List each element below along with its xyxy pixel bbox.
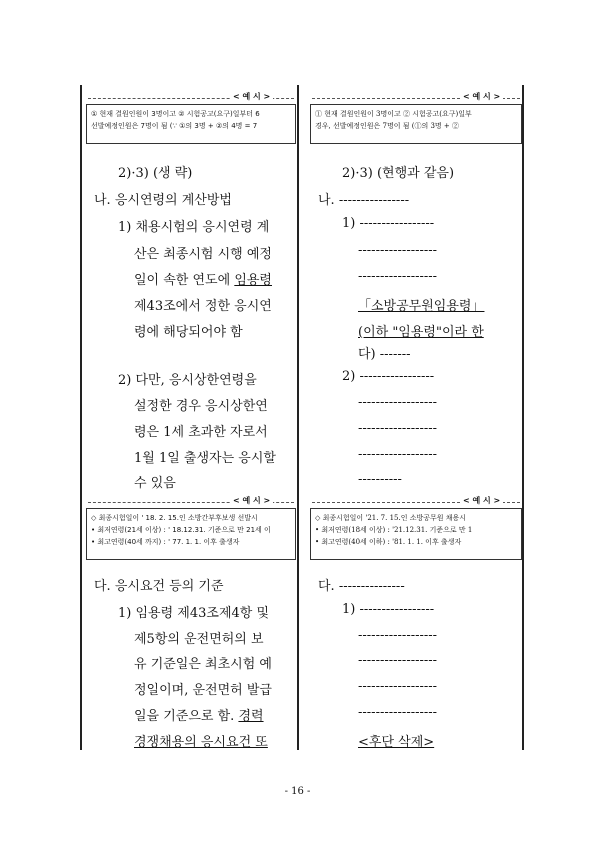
left-heading-da: 다. 응시요건 등의 기준 <box>94 579 224 594</box>
right-p1-line1: 1) ----------------- <box>342 216 435 231</box>
right-p3-line1: 1) ----------------- <box>342 602 435 617</box>
left-p3-line1: 1) 임용령 제43조제4항 및 <box>118 606 270 621</box>
right-item-2-3: 2)·3) (현행과 같음) <box>342 166 455 181</box>
left-example2-line3: • 최고연령(40세 까지) : ' 77. 1. 1. 이후 출생자 <box>91 538 240 546</box>
left-p3-underlined1: 경력 <box>238 709 264 724</box>
right-example2-line2: • 최저연령(18세 이상) : '21.12.31. 기준으로 만 1 <box>315 526 473 534</box>
right-heading-na: 나. ---------------- <box>318 193 410 208</box>
right-heading-da: 다. --------------- <box>318 579 405 594</box>
right-p3-line5: ------------------ <box>358 705 438 720</box>
left-margin-line <box>80 85 82 750</box>
right-p2-line2: ------------------ <box>358 395 438 410</box>
left-p3-line2: 제5항의 운전면허의 보 <box>134 632 264 647</box>
right-p3-line4: ------------------ <box>358 679 438 694</box>
left-item-2-3: 2)·3) (생 략) <box>118 166 193 181</box>
right-p2-line5: ---------- <box>358 472 402 487</box>
right-p2-line3: ------------------ <box>358 421 438 436</box>
left-p2-line5: 수 있음 <box>134 476 176 491</box>
right-example2-box <box>310 508 522 560</box>
right-p2-line1: 2) ----------------- <box>342 369 435 384</box>
left-p1-line4: 제43조에서 정한 응시연 <box>134 299 272 314</box>
left-p1-line1: 1) 채용시험의 응시연령 계 <box>118 220 270 235</box>
right-p3-line2: ------------------ <box>358 628 438 643</box>
left-p1-underlined: 임용령 <box>234 273 272 288</box>
left-p1-line2: 산은 최종시험 시행 예정 <box>134 247 272 262</box>
right-example2-line3: • 최고연령(40세 이하) : '81. 1. 1. 이후 출생자 <box>315 538 462 546</box>
left-p3-line3: 유 기준일은 최초시험 예 <box>134 657 272 672</box>
left-p1-line3 <box>134 269 272 288</box>
right-example1-title: < 예 시 > <box>460 91 503 102</box>
right-p2-line4: ------------------ <box>358 447 438 462</box>
left-example2-line2: • 최저연령(21세 이상) : ' 18.12.31. 기준으로 만 21세 이 <box>91 526 271 534</box>
right-example1-box <box>310 104 522 144</box>
right-p1-line6: 다) ------- <box>358 347 411 362</box>
left-p3-line6: 경쟁채용의 응시요건 또 <box>134 735 268 750</box>
right-example2-line1: ◇ 최종시험일이 '21. 7. 15.인 소방공무원 채용시 <box>315 514 467 522</box>
left-p3-line4: 정일이며, 운전면허 발급 <box>134 683 272 698</box>
left-p3-line5 <box>134 705 264 724</box>
right-p1-line4: 「소방공무원임용령」 <box>358 299 485 314</box>
right-p1-line3: ------------------ <box>358 269 438 284</box>
right-p1-line5: (이하 "임용령"이라 한 <box>358 325 484 340</box>
page-number: - 16 - <box>284 786 311 797</box>
left-heading-na: 나. 응시연령의 계산방법 <box>94 193 232 208</box>
right-p3-line3: ------------------ <box>358 653 438 668</box>
left-p1-line3-text: 일이 속한 연도에 <box>134 273 235 288</box>
left-example1-line1: ① 현재 결원인원이 3명이고 ② 시험공고(요구)일부터 6 <box>91 110 260 118</box>
left-example1-title: < 예 시 > <box>230 91 273 102</box>
right-example1-line2: 경우, 선발예정인원은 7명이 됨 (①의 3명 + ② <box>315 122 459 130</box>
left-example2-title: < 예 시 > <box>230 495 273 506</box>
left-example2-box <box>86 508 296 560</box>
center-divider-line <box>297 85 299 750</box>
left-example1-box <box>86 104 296 144</box>
right-example1-line1: ① 현재 결원인원이 3명이고 ② 시험공고(요구)일부 <box>315 110 472 118</box>
left-p1-line5: 령에 해당되어야 함 <box>134 325 243 340</box>
left-example2-line1: ◇ 최종시험일이 ' 18. 2. 15.인 소방간부후보생 선발시 <box>91 514 258 522</box>
left-p2-line4: 1월 1일 출생자는 응시할 <box>134 451 276 466</box>
left-p2-line3: 령은 1세 초과한 자로서 <box>134 425 268 440</box>
left-p2-line2: 설정한 경우 응시상한연 <box>134 399 268 414</box>
right-p3-line6: <후단 삭제> <box>358 735 435 750</box>
left-p2-line1: 2) 다만, 응시상한연령을 <box>118 373 257 388</box>
left-example1-line2: 선발예정인원은 7명이 됨 (∵ ①의 3명 + ②의 4명 = 7 <box>91 122 258 130</box>
right-example2-title: < 예 시 > <box>460 495 503 506</box>
left-p3-line5-text: 일을 기준으로 함. <box>134 709 239 724</box>
right-margin-line <box>522 85 524 750</box>
right-p1-line2: ------------------ <box>358 243 438 258</box>
